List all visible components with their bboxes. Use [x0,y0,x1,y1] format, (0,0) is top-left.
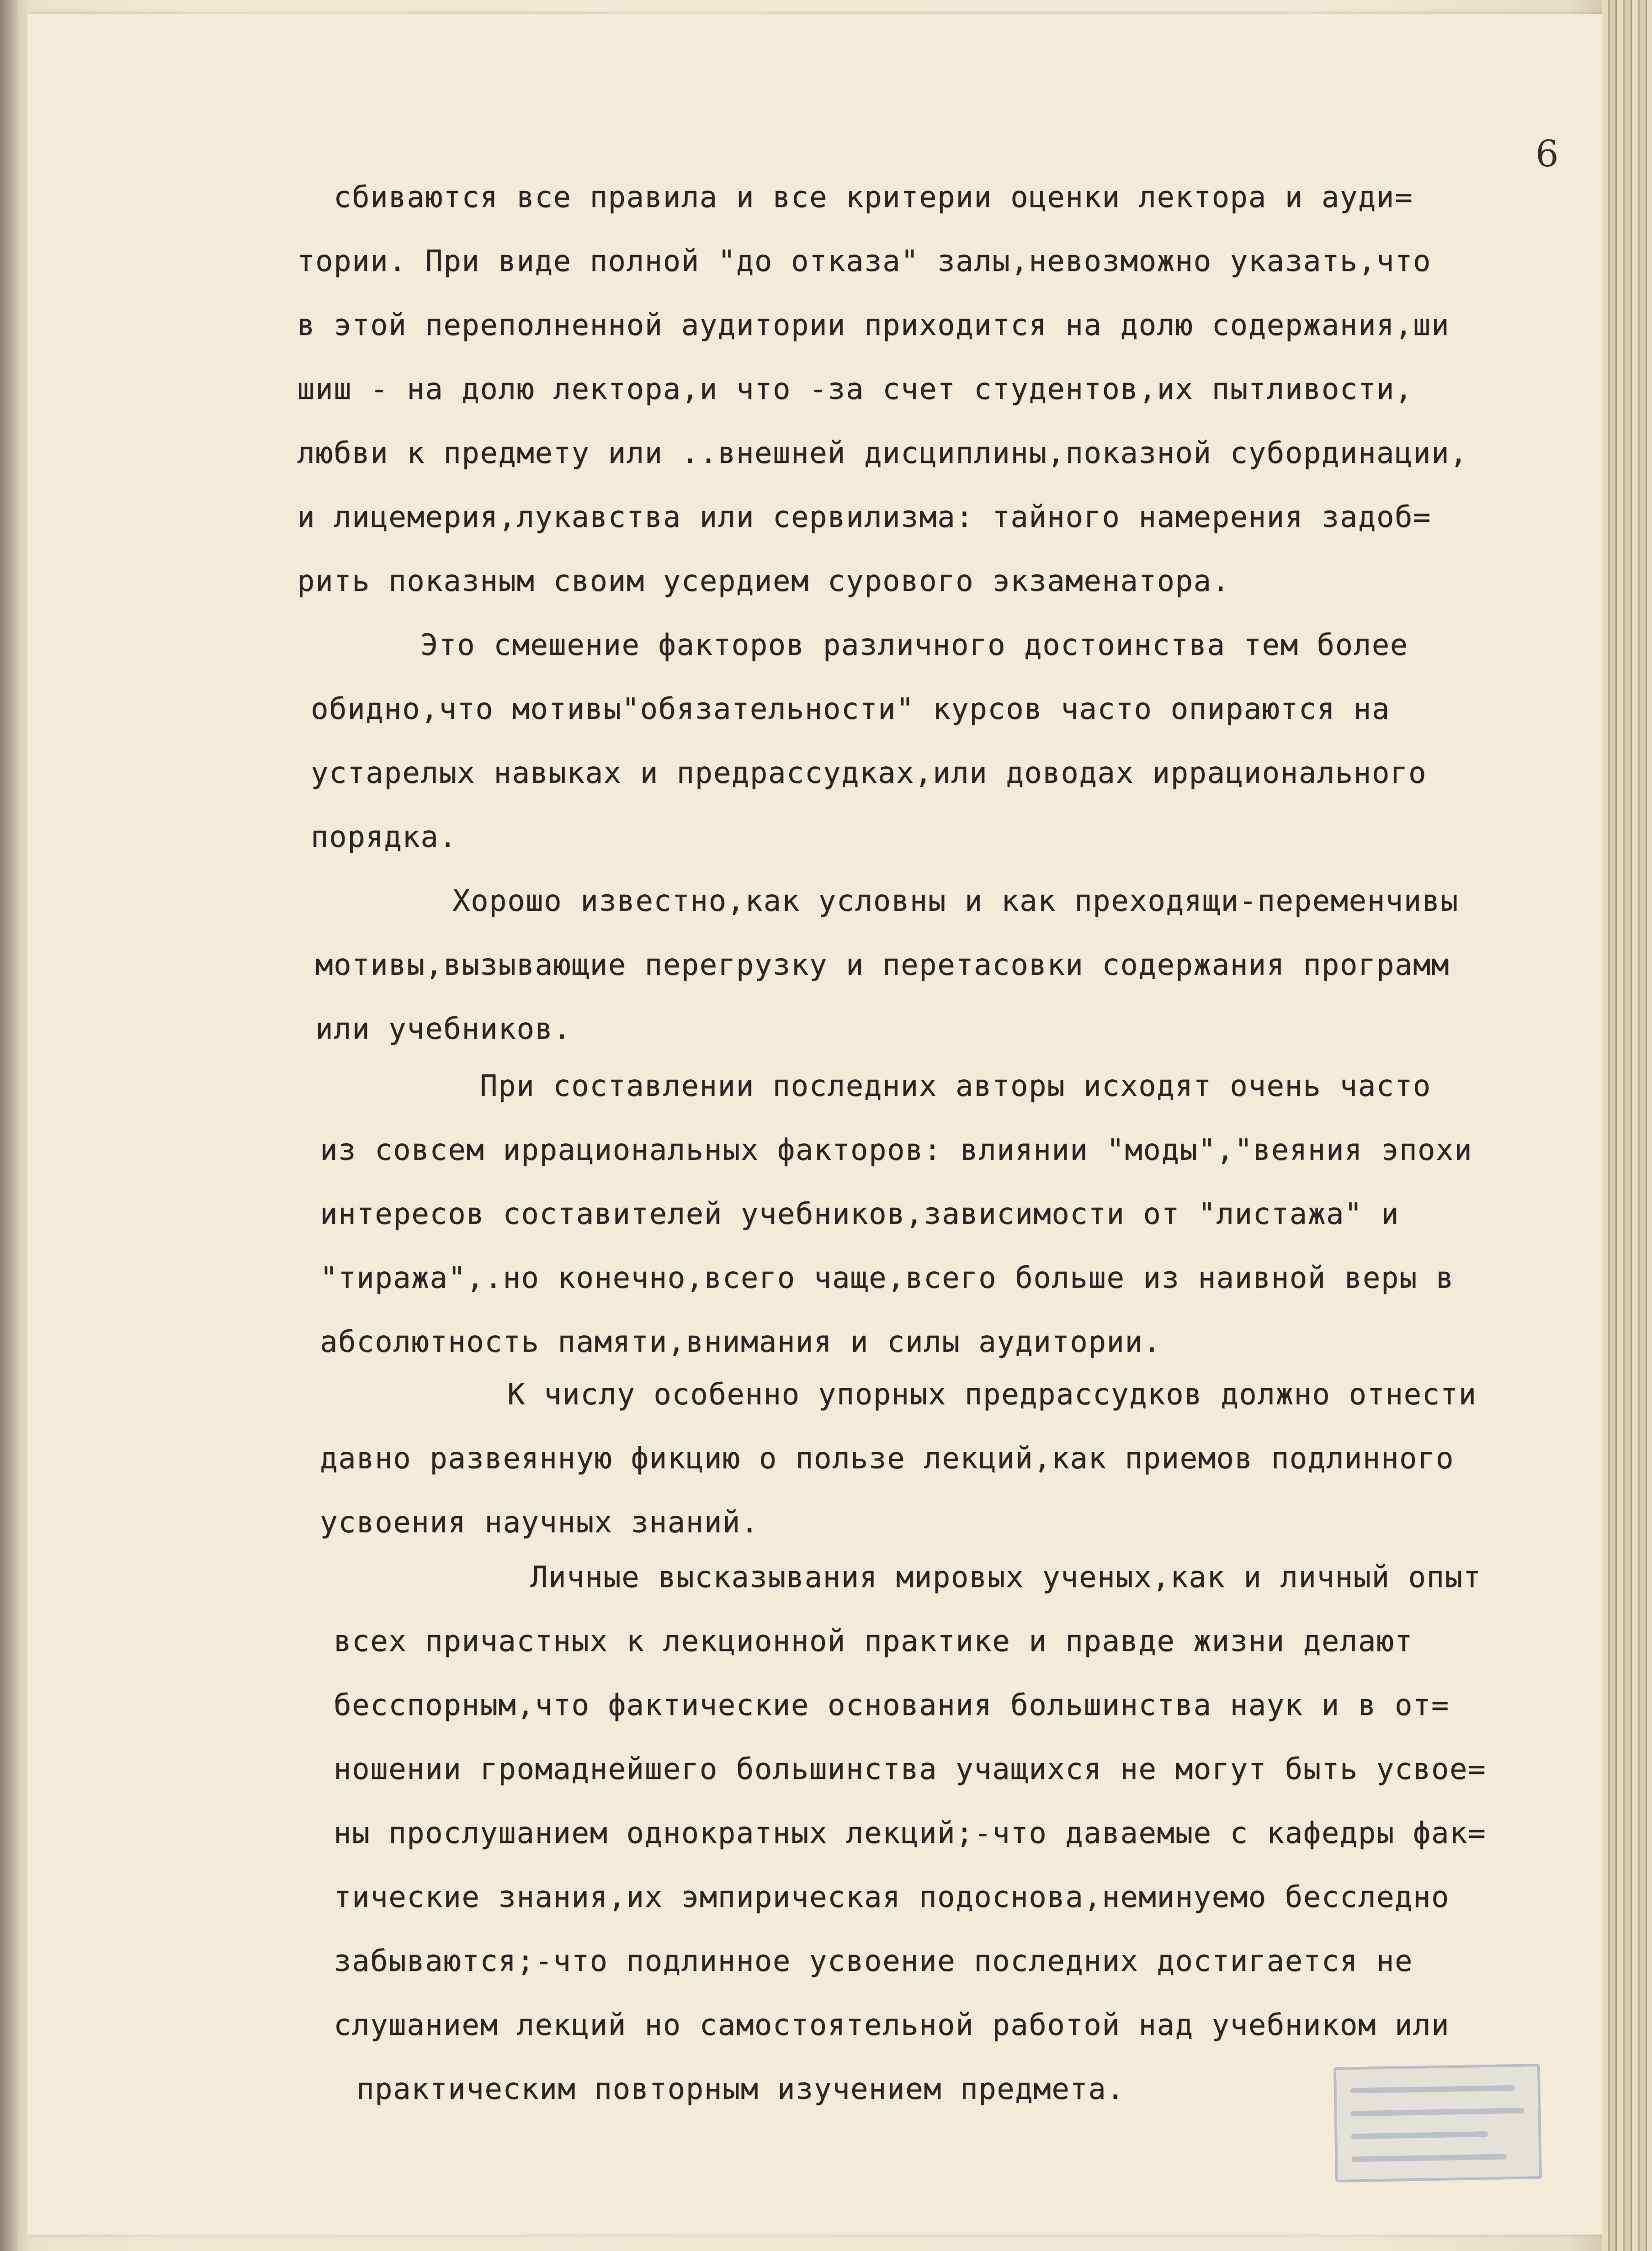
text-line: мотивы,вызывающие перегрузку и перетасовки содержания программ [315,948,1450,982]
text-line: При составлении последних авторы исходят очень часто [480,1069,1431,1103]
text-line: тории. При виде полной "до отказа" залы,невозможно указать,что [297,244,1431,278]
archive-stamp [1333,2064,1542,2182]
text-line: забываются;-что подлинное усвоение последних достигается не [334,1944,1413,1978]
text-line: Хорошо известно,как условны и как преходящи-переменчивы [452,884,1459,918]
text-line: или учебников. [315,1012,572,1046]
text-line: ны прослушанием однократных лекций;-что даваемые с кафедры фак= [334,1816,1486,1850]
page-number: 6 [1535,133,1559,175]
text-line: Личные высказывания мировых ученых,как и личный опыт [530,1561,1482,1594]
text-line: порядка. [311,820,457,854]
text-line: устарелых навыках и предрассудках,или доводах иррационального [311,756,1427,790]
text-line: и лицемерия,лукавства или сервилизма: тайного намерения задоб= [297,500,1431,534]
text-line: слушанием лекций но самостоятельной работой над учебником или [334,2008,1450,2042]
text-line: шиш - на долю лектора,и что -за счет студентов,их пытливости, [297,372,1413,406]
text-line: ношении громаднейшего большинства учащихся не могут быть усвое= [334,1752,1486,1786]
text-line: сбиваются все правила и все критерии оценки лектора и ауди= [334,181,1413,214]
text-line: рить показным своим усердием сурового экзаменатора. [297,564,1230,598]
text-line: обидно,что мотивы"обязательности" курсов часто опираются на [311,692,1390,726]
text-line: практическим повторным изучением предмета. [356,2072,1125,2106]
text-line: давно развеянную фикцию о пользе лекций,как приемов подлинного [320,1442,1454,1476]
text-line: из совсем иррациональных факторов: влиянии "моды","веяния эпохи [320,1133,1472,1167]
text-line: абсолютность памяти,внимания и силы аудитории. [320,1325,1162,1359]
text-line: усвоения научных знаний. [320,1506,759,1540]
text-line: любви к предмету или ..внешней дисциплины,показной субординации, [297,436,1468,470]
text-line: К числу особенно упорных предрассудков должно отнести [507,1378,1477,1412]
text-line: "тиража",.но конечно,всего чаще,всего больше из наивной веры в [320,1261,1454,1295]
text-line: Это смешение факторов различного достоинства тем более [420,628,1408,662]
text-line: тические знания,их эмпирическая подоснова,неминуемо бесследно [334,1880,1450,1914]
text-line: всех причастных к лекционной практике и правде жизни делают [334,1625,1413,1658]
text-line: в этой переполненной аудитории приходится на долю содержания,ши [297,308,1450,342]
text-line: интересов составителей учебников,зависимости от "листажа" и [320,1197,1399,1231]
text-line: бесспорным,что фактические основания большинства наук и в от= [334,1688,1450,1722]
